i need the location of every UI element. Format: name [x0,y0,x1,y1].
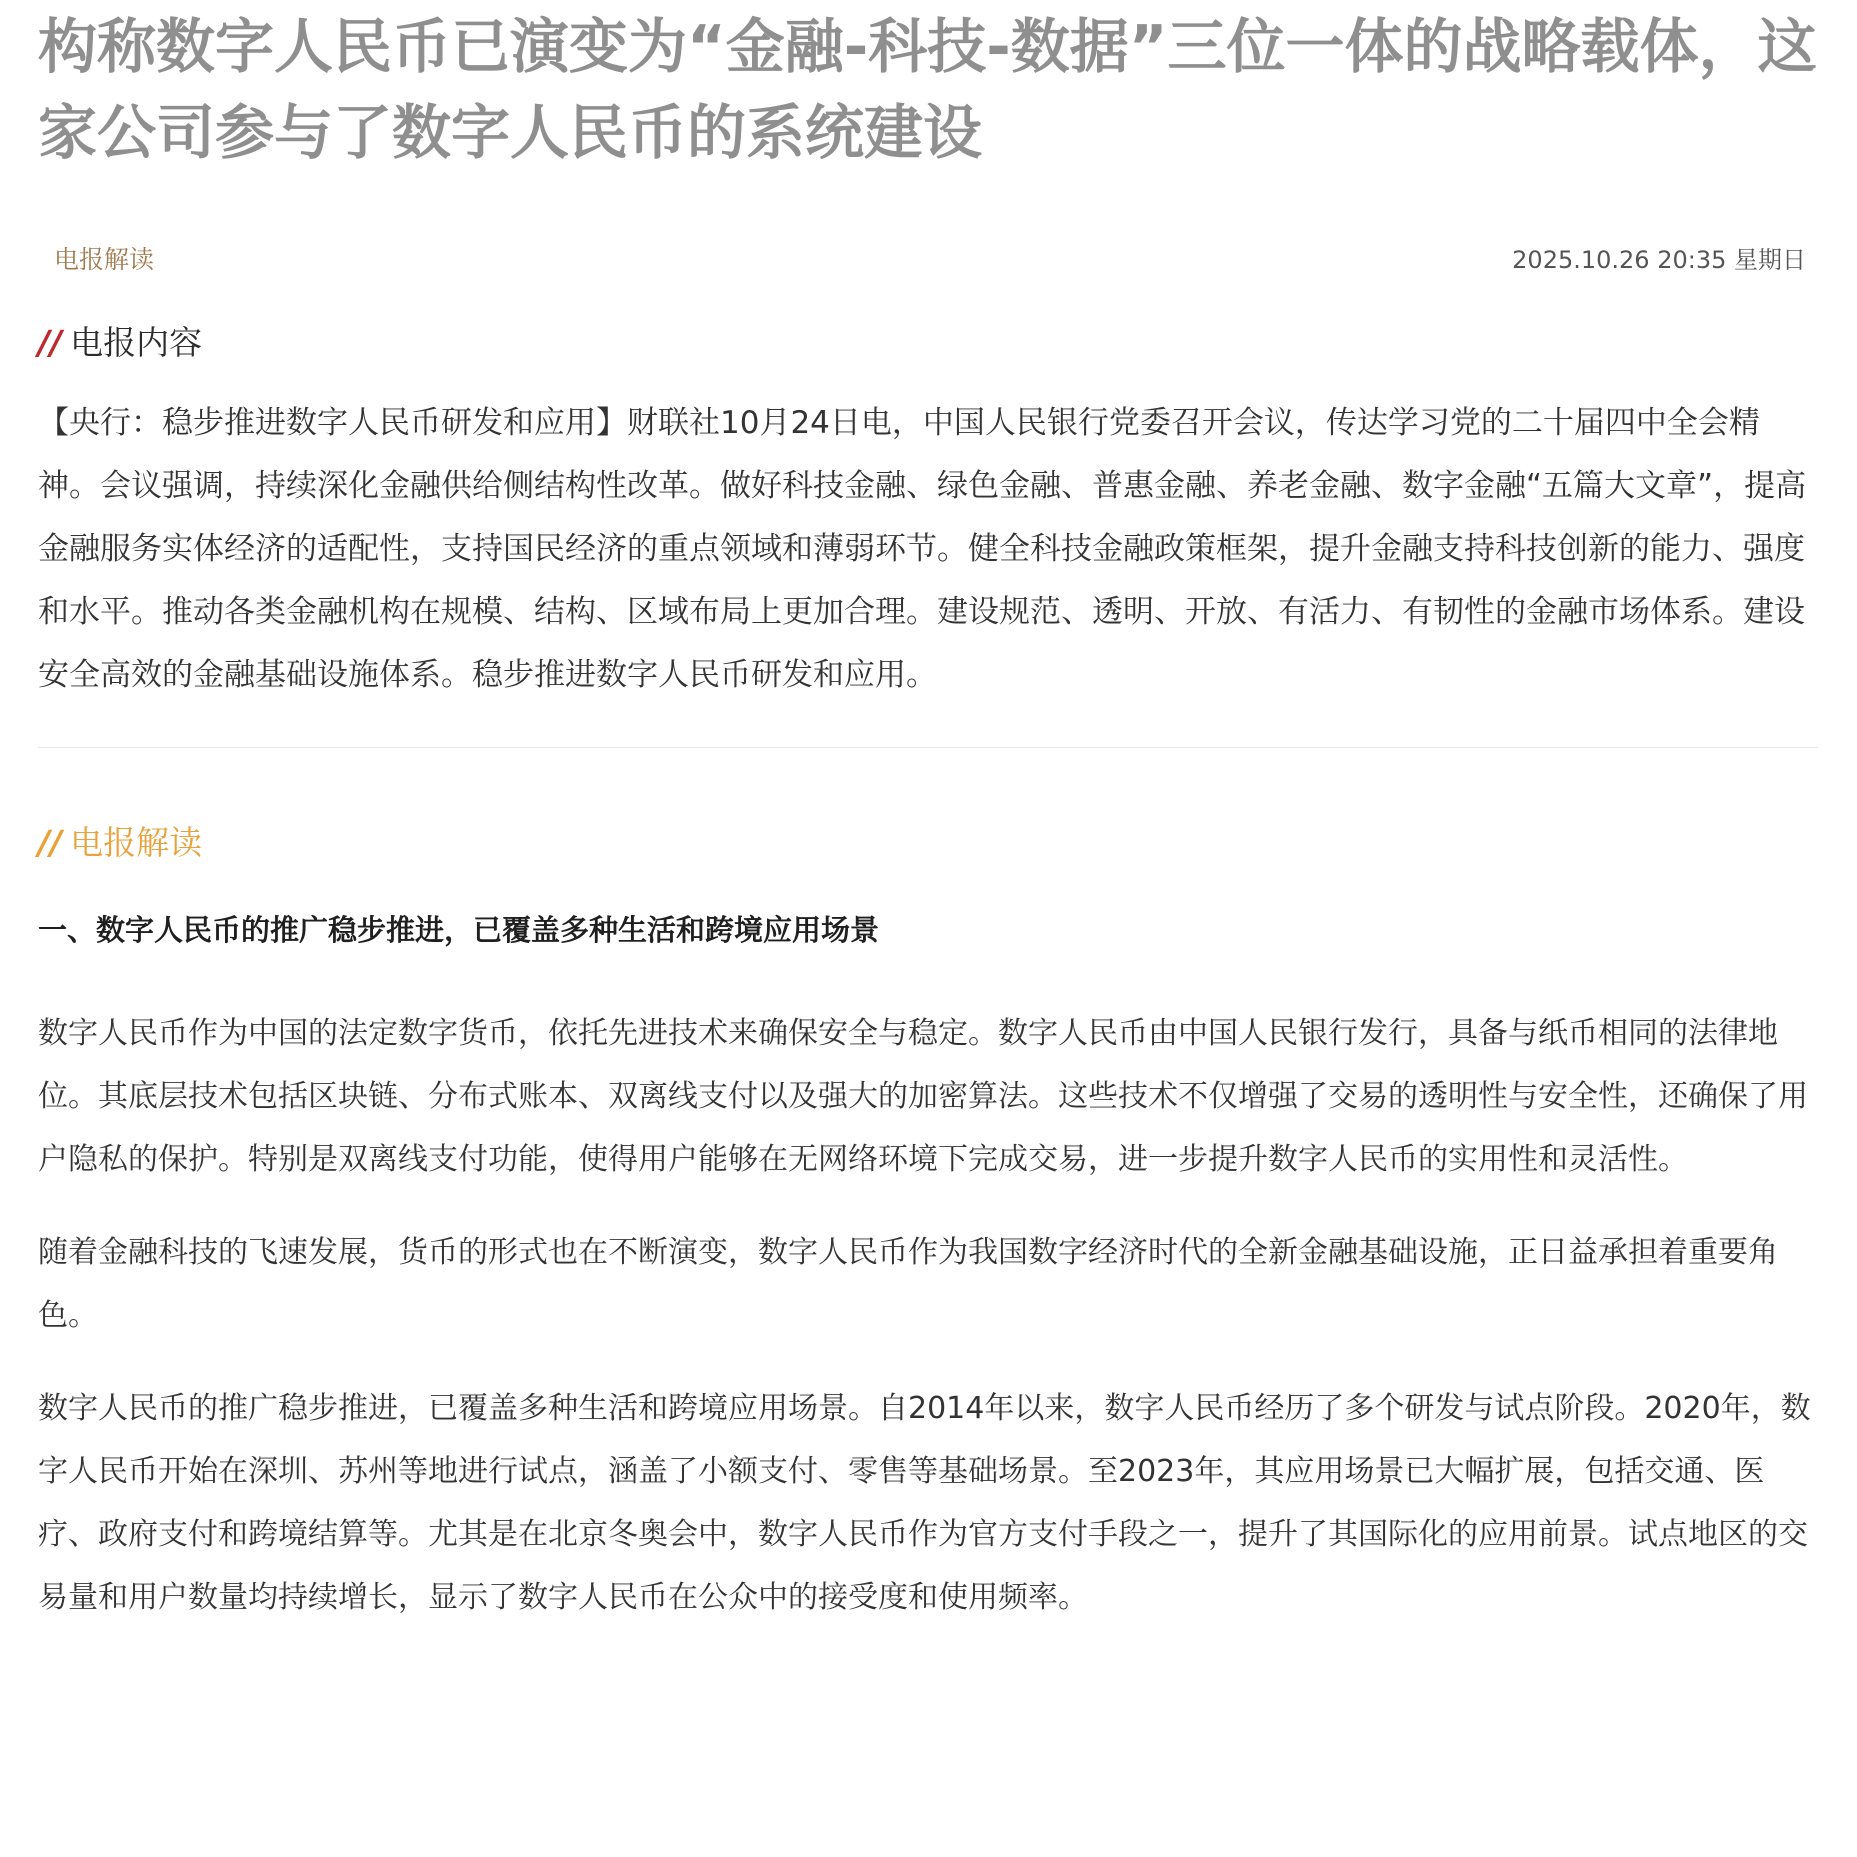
analysis-paragraph: 随着金融科技的飞速发展，货币的形式也在不断演变，数字人民币作为我国数字经济时代的全新金融基础设施，正日益承担着重要角色。 [38,1235,1778,1333]
telegraph-content-body: 【央行：稳步推进数字人民币研发和应用】财联社10月24日电，中国人民银行党委召开会议，传达学习党的二十届四中全会精神。会议强调，持续深化金融供给侧结构性改革。做好科技金融、绿色金融、普惠金融、养老金融、数字金融“五篇大文章”，提高金融服务实体经济的适配性，支持国民经济的重点领域和薄弱环节。健全科技金融政策框架，提升金融支持科技创新的能力、强度和水平。推动各类金融机构在规模、结构、区域布局上更加合理。建设规范、透明、开放、有活力、有韧性的金融市场体系。建设安全高效的金融基础设施体系。稳步推进数字人民币研发和应用。 [38,405,1807,693]
analysis-subheading: 一、数字人民币的推广稳步推进，已覆盖多种生活和跨境应用场景 [38,913,880,947]
telegraph-analysis-heading-label: 电报解读 [70,823,203,862]
section-mark-icon: // [38,823,63,862]
article-title: 构称数字人民币已演变为“金融-科技-数据”三位一体的战略载体，这家公司参与了数字人民币的系统建设 [38,12,1817,167]
telegraph-analysis-heading [38,818,1818,868]
category-tag[interactable]: 电报解读 [54,245,155,274]
publish-datetime: 2025.10.26 20:35 星期日 [1512,246,1806,274]
telegraph-content-heading-label: 电报内容 [70,323,203,362]
article-page [38,0,1818,1659]
section-mark-icon: // [38,323,63,362]
section-divider [38,747,1818,748]
analysis-paragraph: 数字人民币作为中国的法定数字货币，依托先进技术来确保安全与稳定。数字人民币由中国人民银行发行，具备与纸币相同的法律地位。其底层技术包括区块链、分布式账本、双离线支付以及强大的加密算法。这些技术不仅增强了交易的透明性与安全性，还确保了用户隐私的保护。特别是双离线支付功能，使得用户能够在无网络环境下完成交易，进一步提升数字人民币的实用性和灵活性。 [38,1016,1808,1177]
telegraph-content-heading [38,318,1818,368]
article-meta [38,240,1818,280]
analysis-paragraph: 数字人民币的推广稳步推进，已覆盖多种生活和跨境应用场景。自2014年以来，数字人民币经历了多个研发与试点阶段。2020年，数字人民币开始在深圳、苏州等地进行试点，涵盖了小额支付、零售等基础场景。至2023年，其应用场景已大幅扩展，包括交通、医疗、政府支付和跨境结算等。尤其是在北京冬奥会中，数字人民币作为官方支付手段之一，提升了其国际化的应用前景。试点地区的交易量和用户数量均持续增长，显示了数字人民币在公众中的接受度和使用频率。 [38,1391,1811,1615]
